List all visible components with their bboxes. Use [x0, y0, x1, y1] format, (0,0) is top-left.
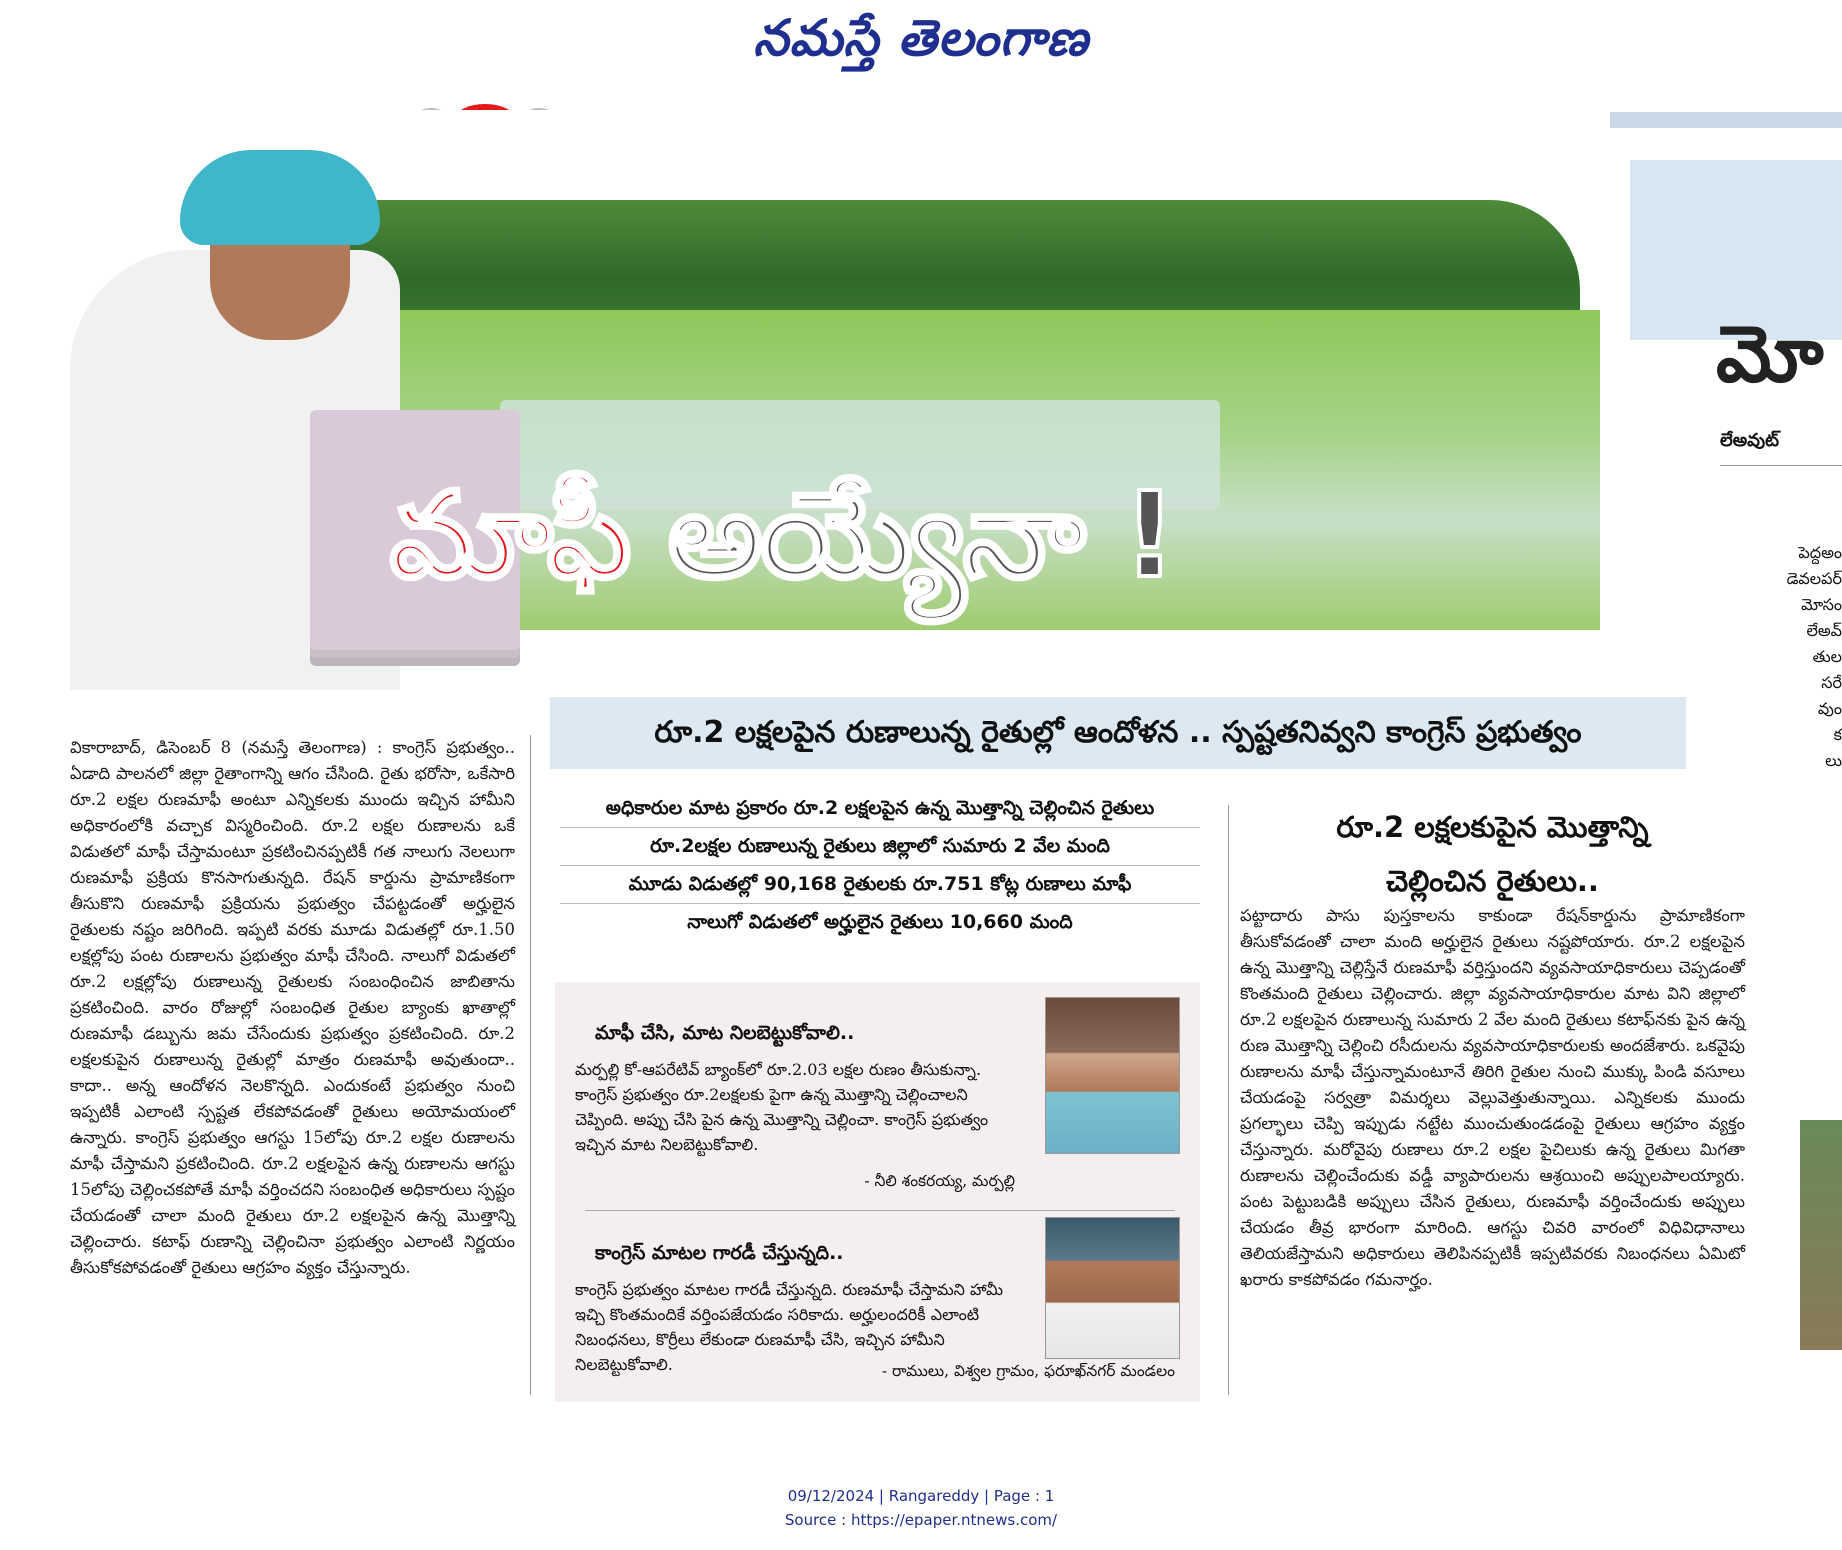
- column-divider: [530, 735, 531, 1395]
- subheadline: రూ.2 లక్షలపైన రుణాలున్న రైతుల్లో ఆందోళన .. స్పష్టతనివ్వని కాంగ్రెస్ ప్రభుత్వం: [550, 697, 1686, 769]
- adjacent-rule: [1720, 465, 1842, 466]
- highlight-item: నాలుగో విడుతలో అర్హులైన రైతులు 10,660 మంది: [687, 911, 1073, 933]
- side-article-heading: [1240, 800, 1745, 908]
- side-article-body: పట్టాదారు పాసు పుస్తకాలను కాకుండా రేషన్‌కార్డును ప్రామాణికంగా తీసుకోవడంతో చాలా మంది అర్హులైన రైతులు నష్టపోయారు. రూ.2 లక్షలపైన ఉన్న మొత్తాన్ని చెల్లిస్తేనే రుణమాఫీ వర్తిస్తుందని వ్యవసాయాధికారులు చెప్పడంతో కొంతమంది రైతులు చెల్లించారు. జిల్లా వ్యవసాయాధికారుల మాట విని జిల్లాలో రూ.2 లక్షలపైన రుణాలున్న సుమారు 2 వేల మంది రైతులు కటాఫ్‌నకు పైన ఉన్న రుణ మొత్తాన్ని చెల్లించి రసీదులను వ్యవసాయాధికారులకు అందజేశారు. ఒకవైపు రుణాలను మాఫీ చేస్తున్నామంటూనే తిరిగి రైతుల నుంచి ముక్కు పిండి వసూలు చేయడంపై సర్వత్రా విమర్శలు వెల్లువెత్తుతున్నాయి. ఎన్నికలకు ముందు ప్రగల్భాలు చెప్పి ఇప్పుడు నట్టేట ముంచుతుండడంపై రైతులు ఆగ్రహం వ్యక్తం చేస్తున్నారు. మరోవైపు రుణాలు రూ.2 లక్షల పైచిలుకు ఉన్న రైతులు మిగతా రుణాలను చెల్లించేందుకు వడ్డీ వ్యాపారులను ఆశ్రయించి అప్పులపాలయ్యారు. పంట పెట్టుబడికి అప్పులు చేసిన రైతులు, రుణమాఫీ వర్తించేందుకు అప్పులు చేయడం తీవ్ర భారంగా మారింది. ఆగస్టు చివరి వారంలో విధివిధానాలు తెలియజేస్తామని అధికారులు తెలిపినప్పటికీ ఇప్పటివరకు నిబంధనలు ఏమిటో ఖరారు కాకపోవడం గమనార్హం.: [1240, 906, 1745, 1289]
- quote-author: - నీలి శంకరయ్య, మర్పల్లి: [864, 1172, 1015, 1190]
- masthead: నమస్తే తెలంగాణ: [753, 8, 1089, 67]
- adjacent-line: సరే: [1821, 673, 1842, 692]
- adjacent-line: డెవలపర్: [1786, 569, 1842, 588]
- quote-divider: [585, 1210, 1175, 1211]
- side-heading-line2: చెల్లించిన రైతులు..: [1386, 864, 1599, 898]
- highlights-list: [560, 790, 1200, 941]
- portrait-photo: [1045, 1217, 1180, 1359]
- headline-part-grey: అయ్యేనా !: [668, 466, 1175, 604]
- page-footer: [0, 1484, 1842, 1532]
- adjacent-line: తుల: [1812, 647, 1842, 666]
- lead-photo: [70, 110, 1610, 710]
- footer-date-edition: 09/12/2024 | Rangareddy | Page : 1: [787, 1487, 1055, 1505]
- photo-farmer-turban: [180, 150, 380, 245]
- adjacent-line: మోసం: [1801, 595, 1842, 614]
- portrait-photo: [1045, 997, 1180, 1154]
- headline-part-red: మాఫీ: [390, 466, 629, 604]
- quote-text: కాంగ్రెస్ ప్రభుత్వం మాటల గారడీ చేస్తున్నది. రుణమాఫీ చేస్తామని హామీ ఇచ్చి కొంతమందికే వర్తింపజేయడం సరికాదు. అర్హులందరికీ ఎలాంటి నిబంధనలు, కొర్రీలు లేకుండా రుణమాఫీ చేసి, ఇచ్చిన హామీని నిలబెట్టుకోవాలి.: [575, 1280, 1004, 1374]
- adjacent-line: లు: [1825, 751, 1842, 770]
- highlight-item: మూడు విడుతల్లో 90,168 రైతులకు రూ.751 కోట్ల రుణాలు మాఫీ: [560, 866, 1200, 904]
- adjacent-headline: మో: [1716, 310, 1824, 400]
- adjacent-article: [1690, 110, 1842, 1350]
- headline: [390, 466, 1175, 604]
- quote-text: మర్పల్లి కో-ఆపరేటివ్ బ్యాంక్‌లో రూ.2.03 లక్షల రుణం తీసుకున్నా. కాంగ్రెస్ ప్రభుత్వం రూ.2లక్షలకు పైగా ఉన్న మొత్తాన్ని చెల్లించాలని చెప్పింది. అప్పు చేసి పైన ఉన్న మొత్తాన్ని చెల్లించా. కాంగ్రెస్ ప్రభుత్వం ఇచ్చిన మాట నిలబెట్టుకోవాలి.: [575, 1060, 989, 1154]
- highlight-item: రూ.2లక్షల రుణాలున్న రైతులు జిల్లాలో సుమారు 2 వేల మంది: [560, 828, 1200, 866]
- farmer-quotes-box: [555, 982, 1200, 1402]
- adjacent-photo: [1800, 1120, 1842, 1350]
- article-main-body: వికారాబాద్, డిసెంబర్ 8 (నమస్తే తెలంగాణ) : కాంగ్రెస్ ప్రభుత్వం.. ఏడాది పాలనలో జిల్లా రైతాంగాన్ని ఆగం చేసింది. రైతు భరోసా, ఒకేసారి రూ.2 లక్షల రుణమాఫీ అంటూ ఎన్నికలకు ముందు ఇచ్చిన హామీని అధికారంలోకి వచ్చాక విస్మరించింది. రూ.2 లక్షల రుణాలను ఒకే విడుతలో మాఫీ చేస్తామంటూ ప్రకటించినప్పటికీ గత నాలుగు నెలలుగా రుణమాఫీ ప్రక్రియ కొనసాగుతున్నది. రేషన్ కార్డును ప్రామాణికంగా తీసుకొని రుణమాఫీ ప్రక్రియను ప్రభుత్వం చేపట్టడంతో అర్హులైన రైతులకు నష్టం జరిగింది. ఇప్పటి వరకు మూడు విడుతల్లో రూ.1.50 లక్షల్లోపు పంట రుణాలను ప్రభుత్వం మాఫీ చేసింది. నాలుగో విడుతలో రూ.2 లక్షల్లోపు రుణాలున్న రైతులకు సంబంధించిన జాబితాను ప్రకటించింది. వారం రోజుల్లో సంబంధిత రైతుల బ్యాంకు ఖాతాల్లో రుణమాఫీ డబ్బును జమ చేసేందుకు ప్రభుత్వం ప్రకటించింది. రూ.2 లక్షలకుపైన రుణాలున్న రైతుల్లో మాత్రం రుణమాఫీ అవుతుందా.. కాదా.. అన్న ఆందోళన నెలకొన్నది. ఎందుకంటే ప్రభుత్వం నుంచి ఇప్పటికీ ఎలాంటి స్పష్టత లేకపోవడంతో రైతులు అయోమయంలో ఉన్నారు. కాంగ్రెస్ ప్రభుత్వం ఆగస్టు 15లోపు రూ.2 లక్షల రుణాలను మాఫీ చేస్తామని ప్రకటించింది. రూ.2 లక్షలపైన ఉన్న రుణాలను ఆగస్టు 15లోపు చెల్లించకపోతే మాఫీ వర్తించదని సంబంధిత అధికారులు స్పష్టం చేయడంతో చాలా మంది రైతులు రూ.2 లక్షలపైన ఉన్న మొత్తాన్ని చెల్లించారు. కటాఫ్ రుణాన్ని చెల్లించినా ప్రభుత్వం ఎలాంటి నిర్ణయం తీసుకోకపోవడంతో రైతులు ఆగ్రహం వ్యక్తం చేస్తున్నారు.: [70, 738, 515, 1277]
- column-divider: [1228, 805, 1229, 1395]
- side-heading-line1: రూ.2 లక్షలకుపైన మొత్తాన్ని: [1336, 810, 1649, 844]
- adjacent-line: వుం: [1817, 699, 1842, 718]
- adjacent-line: లేఅవ్: [1806, 621, 1842, 640]
- highlight-item: అధికారుల మాట ప్రకారం రూ.2 లక్షలపైన ఉన్న మొత్తాన్ని చెల్లించిన రైతులు: [560, 790, 1200, 828]
- adjacent-line: పెద్దఅం: [1798, 543, 1842, 562]
- quote-title: మాఫీ చేసి, మాట నిలబెట్టుకోవాలి..: [595, 1022, 855, 1044]
- adjacent-byline: లేఅవుట్: [1720, 430, 1780, 451]
- adjacent-body: [1690, 540, 1842, 774]
- quote-title: కాంగ్రెస్ మాటల గారడీ చేస్తున్నది..: [595, 1242, 844, 1264]
- footer-source: Source : https://epaper.ntnews.com/: [784, 1511, 1058, 1529]
- adjacent-line: క: [1833, 725, 1842, 744]
- quote-author: - రాములు, విశ్వల గ్రామం, ఫరూఖ్‌నగర్ మండలం: [881, 1362, 1175, 1380]
